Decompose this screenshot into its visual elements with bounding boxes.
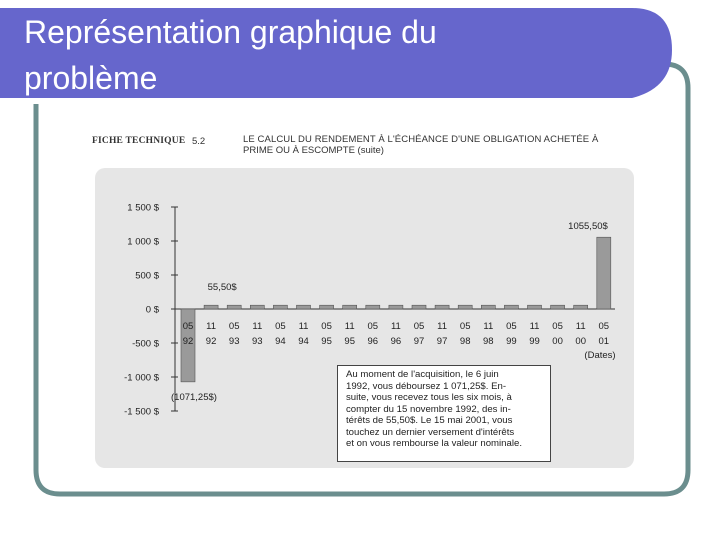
x-tick-year: 96 bbox=[367, 336, 379, 347]
x-tick-year: 96 bbox=[390, 336, 402, 347]
bar bbox=[320, 305, 334, 309]
bar bbox=[389, 305, 403, 309]
x-tick-year: 92 bbox=[205, 336, 217, 347]
x-tick-year: 98 bbox=[459, 336, 471, 347]
x-tick-month: 05 bbox=[413, 321, 425, 332]
x-tick-month: 05 bbox=[459, 321, 471, 332]
fiche-number: 5.2 bbox=[192, 136, 206, 147]
x-tick-month: 11 bbox=[344, 321, 355, 332]
x-tick-month: 11 bbox=[575, 321, 586, 332]
note-line: Au moment de l'acquisition, le 6 juin bbox=[346, 369, 499, 380]
bar bbox=[481, 305, 495, 309]
note-line: compter du 15 novembre 1992, des in- bbox=[346, 403, 511, 415]
x-tick-month: 11 bbox=[206, 321, 217, 332]
bar bbox=[504, 305, 518, 309]
x-tick-year: 95 bbox=[344, 336, 355, 347]
x-tick-month: 05 bbox=[367, 321, 379, 332]
sheet-heading-line-2: PRIME OU À ESCOMPTE (suite) bbox=[243, 145, 384, 156]
x-tick-month: 11 bbox=[298, 321, 309, 332]
bar bbox=[366, 305, 380, 309]
x-tick-month: 05 bbox=[228, 321, 240, 332]
bar bbox=[458, 305, 472, 309]
x-tick-month: 05 bbox=[321, 321, 332, 332]
scanned-figure bbox=[82, 124, 640, 472]
bar bbox=[297, 305, 311, 309]
x-tick-year: 01 bbox=[598, 336, 610, 347]
note-line: suite, vous recevez tous les six mois, à bbox=[346, 392, 512, 403]
sheet-heading-line-1: LE CALCUL DU RENDEMENT À L'ÉCHÉANCE D'UNE OBLIGATION ACHETÉE À bbox=[243, 134, 599, 145]
slide-title-line-1: Représentation graphique du bbox=[24, 14, 437, 50]
x-tick-month: 05 bbox=[552, 321, 563, 332]
y-tick-label: 1 500 $ bbox=[127, 202, 159, 214]
slide-title-line-2: problème bbox=[24, 60, 158, 96]
x-tick-year: 92 bbox=[182, 336, 194, 347]
bar bbox=[273, 305, 287, 309]
y-tick-label: -500 $ bbox=[132, 338, 159, 350]
x-tick-month: 11 bbox=[529, 321, 540, 332]
bar bbox=[204, 305, 218, 309]
x-tick-month: 11 bbox=[252, 321, 263, 332]
x-tick-year: 97 bbox=[436, 336, 448, 347]
bar bbox=[528, 305, 542, 309]
bar bbox=[435, 305, 449, 309]
x-tick-month: 11 bbox=[483, 321, 494, 332]
x-tick-month: 05 bbox=[275, 321, 286, 332]
x-tick-month: 05 bbox=[506, 321, 517, 332]
y-tick-label: -1 000 $ bbox=[124, 372, 159, 384]
x-tick-year: 98 bbox=[483, 336, 494, 347]
x-tick-year: 00 bbox=[552, 336, 563, 347]
bar bbox=[574, 305, 588, 309]
explanation-note bbox=[337, 365, 551, 462]
final-payment-label: 1055,50$ bbox=[568, 221, 608, 233]
y-tick-label: 1 000 $ bbox=[127, 236, 159, 248]
x-tick-year: 93 bbox=[228, 336, 240, 347]
y-tick-label: 500 $ bbox=[135, 270, 159, 282]
bar bbox=[551, 305, 565, 309]
x-tick-year: 94 bbox=[275, 336, 286, 347]
x-tick-year: 93 bbox=[252, 336, 263, 347]
x-tick-year: 94 bbox=[298, 336, 309, 347]
x-tick-year: 99 bbox=[529, 336, 540, 347]
bar bbox=[250, 305, 264, 309]
note-line: et on vous rembourse la valeur nominale. bbox=[346, 438, 522, 449]
note-line: 1992, vous déboursez 1 071,25$. En- bbox=[346, 380, 507, 392]
note-line: touchez un dernier versement d'intérêts bbox=[346, 426, 515, 438]
x-tick-year: 00 bbox=[575, 336, 586, 347]
bar bbox=[343, 305, 357, 309]
x-tick-month: 11 bbox=[437, 321, 448, 332]
bar bbox=[227, 305, 241, 309]
y-tick-label: -1 500 $ bbox=[124, 406, 159, 418]
x-tick-year: 95 bbox=[321, 336, 332, 347]
y-tick-label: 0 $ bbox=[145, 304, 159, 316]
x-tick-year: 97 bbox=[413, 336, 425, 347]
x-tick-month: 05 bbox=[598, 321, 610, 332]
first-coupon-label: 55,50$ bbox=[207, 282, 237, 294]
x-tick-year: 99 bbox=[506, 336, 517, 347]
fiche-label: FICHE TECHNIQUE bbox=[92, 136, 186, 146]
purchase-label: (1071,25$) bbox=[171, 391, 217, 403]
x-tick-month: 05 bbox=[182, 321, 194, 332]
x-axis-note: (Dates) bbox=[584, 350, 616, 361]
bar bbox=[597, 237, 611, 309]
bar bbox=[412, 305, 426, 309]
note-line: térêts de 55,50$. Le 15 mai 2001, vous bbox=[346, 415, 513, 426]
x-tick-month: 11 bbox=[390, 321, 401, 332]
